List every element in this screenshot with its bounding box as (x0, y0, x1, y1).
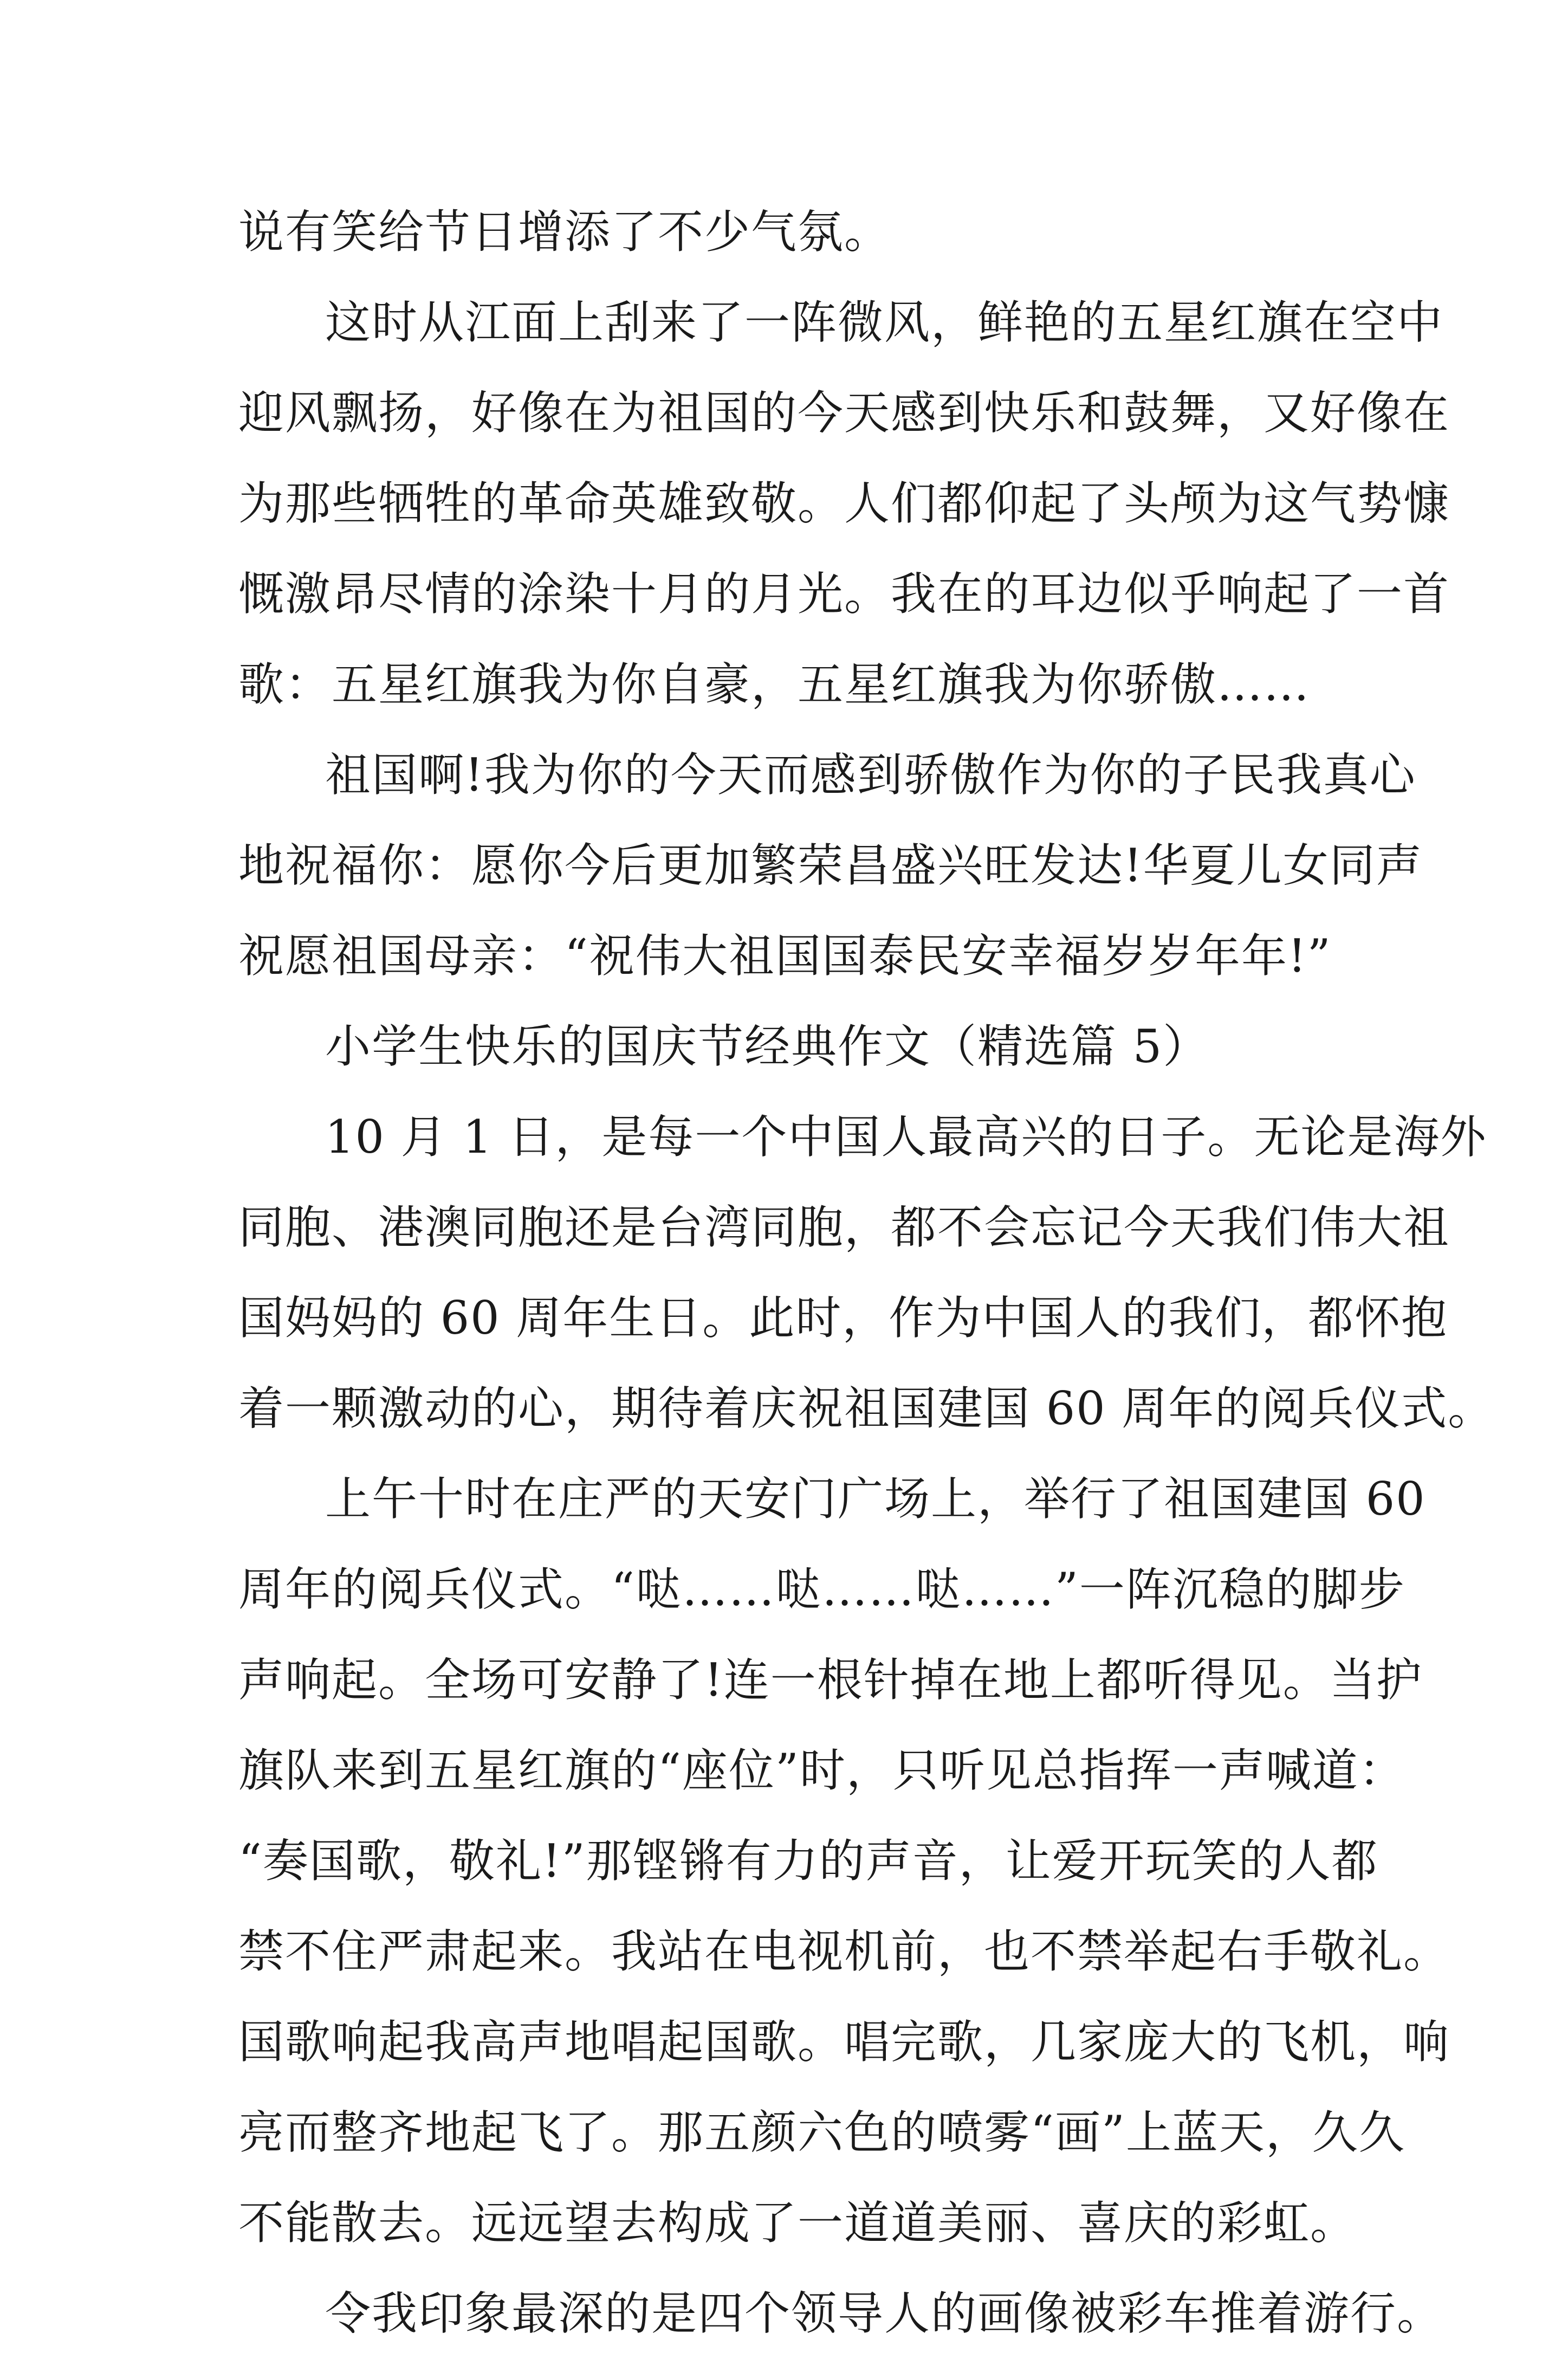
text-line: “奏国歌，敬礼!”那铿锵有力的声音，让爱开玩笑的人都 (238, 1834, 1378, 1888)
text-line: 地祝福你：愿你今后更加繁荣昌盛兴旺发达!华夏儿女同声 (238, 839, 1423, 892)
text-line: 为那些牺牲的革命英雄致敬。人们都仰起了头颅为这气势慷 (238, 477, 1450, 530)
text-line: 上午十时在庄严的天安门广场上，举行了祖国建国 60 (325, 1472, 1426, 1526)
text-line: 着一颗激动的心，期待着庆祝祖国建国 60 周年的阅兵仪式。 (238, 1382, 1495, 1435)
text-line: 祖国啊!我为你的今天而感到骄傲作为你的子民我真心 (325, 748, 1416, 802)
section-heading: 小学生快乐的国庆节经典作文（精选篇 5） (325, 1020, 1210, 1073)
text-line: 周年的阅兵仪式。“哒……哒……哒……”一阵沉稳的脚步 (238, 1563, 1405, 1616)
text-line: 国歌响起我高声地唱起国歌。唱完歌，几家庞大的飞机，响 (238, 2015, 1450, 2069)
text-line: 说有笑给节日增添了不少气氛。 (238, 205, 891, 258)
text-line: 迎风飘扬，好像在为祖国的今天感到快乐和鼓舞，又好像在 (238, 386, 1450, 440)
text-line: 令我印象最深的是四个领导人的画像被彩车推着游行。 (325, 2287, 1444, 2340)
text-line: 禁不住严肃起来。我站在电视机前，也不禁举起右手敬礼。 (238, 1925, 1450, 1978)
text-line: 歌：五星红旗我为你自豪，五星红旗我为你骄傲…… (238, 658, 1311, 711)
text-line: 亮而整齐地起飞了。那五颜六色的喷雾“画”上蓝天，久久 (238, 2106, 1405, 2159)
document-body (238, 187, 1495, 2359)
text-line: 国妈妈的 60 周年生日。此时，作为中国人的我们，都怀抱 (238, 1291, 1448, 1345)
text-line: 同胞、港澳同胞还是台湾同胞，都不会忘记今天我们伟大祖 (238, 1201, 1450, 1254)
text-line: 这时从江面上刮来了一阵微风，鲜艳的五星红旗在空中 (325, 296, 1444, 349)
text-line: 不能散去。远远望去构成了一道道美丽、喜庆的彩虹。 (238, 2196, 1357, 2250)
text-line: 声响起。全场可安静了!连一根针掉在地上都听得见。当护 (238, 1653, 1423, 1707)
text-line: 旗队来到五星红旗的“座位”时，只听见总指挥一声喊道： (238, 1744, 1405, 1797)
text-line: 10 月 1 日，是每一个中国人最高兴的日子。无论是海外 (325, 1110, 1487, 1164)
text-line: 祝愿祖国母亲：“祝伟大祖国国泰民安幸福岁岁年年!” (238, 929, 1332, 983)
text-line: 慨激昂尽情的涂染十月的月光。我在的耳边似乎响起了一首 (238, 567, 1450, 621)
